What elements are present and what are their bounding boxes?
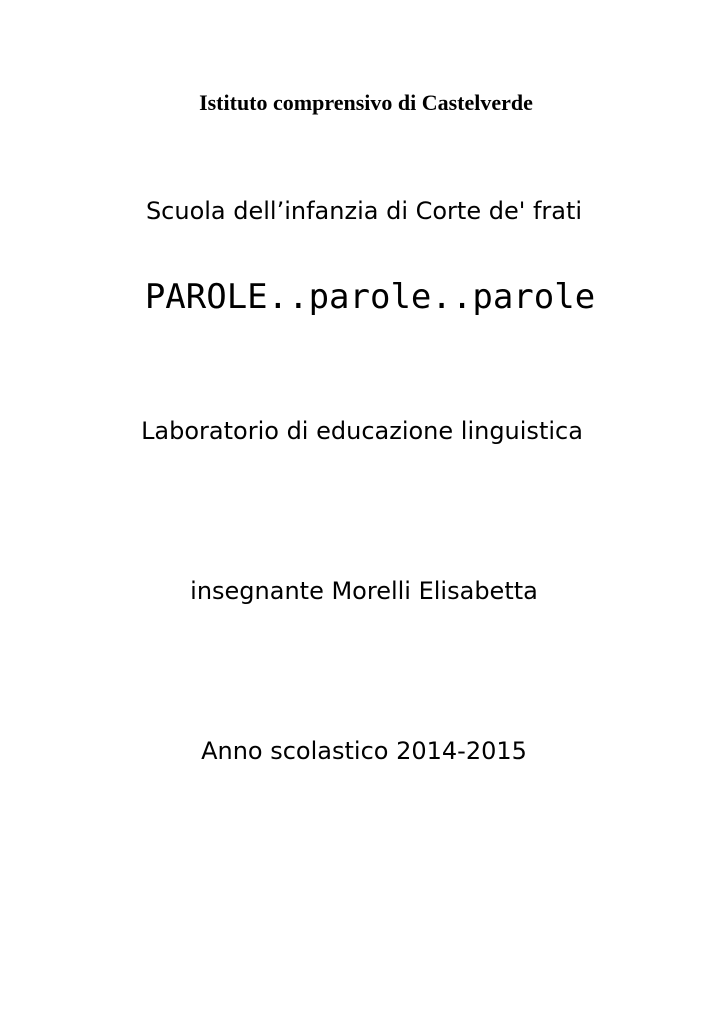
institute-name: Istituto comprensivo di Castelverde <box>199 90 533 115</box>
school-year: Anno scolastico 2014-2015 <box>201 737 527 765</box>
lab-subtitle: Laboratorio di educazione linguistica <box>141 417 583 445</box>
teacher-name: insegnante Morelli Elisabetta <box>190 577 538 605</box>
school-name: Scuola dell’infanzia di Corte de' frati <box>145 197 583 225</box>
page-title: PAROLE..parole..parole <box>144 277 596 317</box>
